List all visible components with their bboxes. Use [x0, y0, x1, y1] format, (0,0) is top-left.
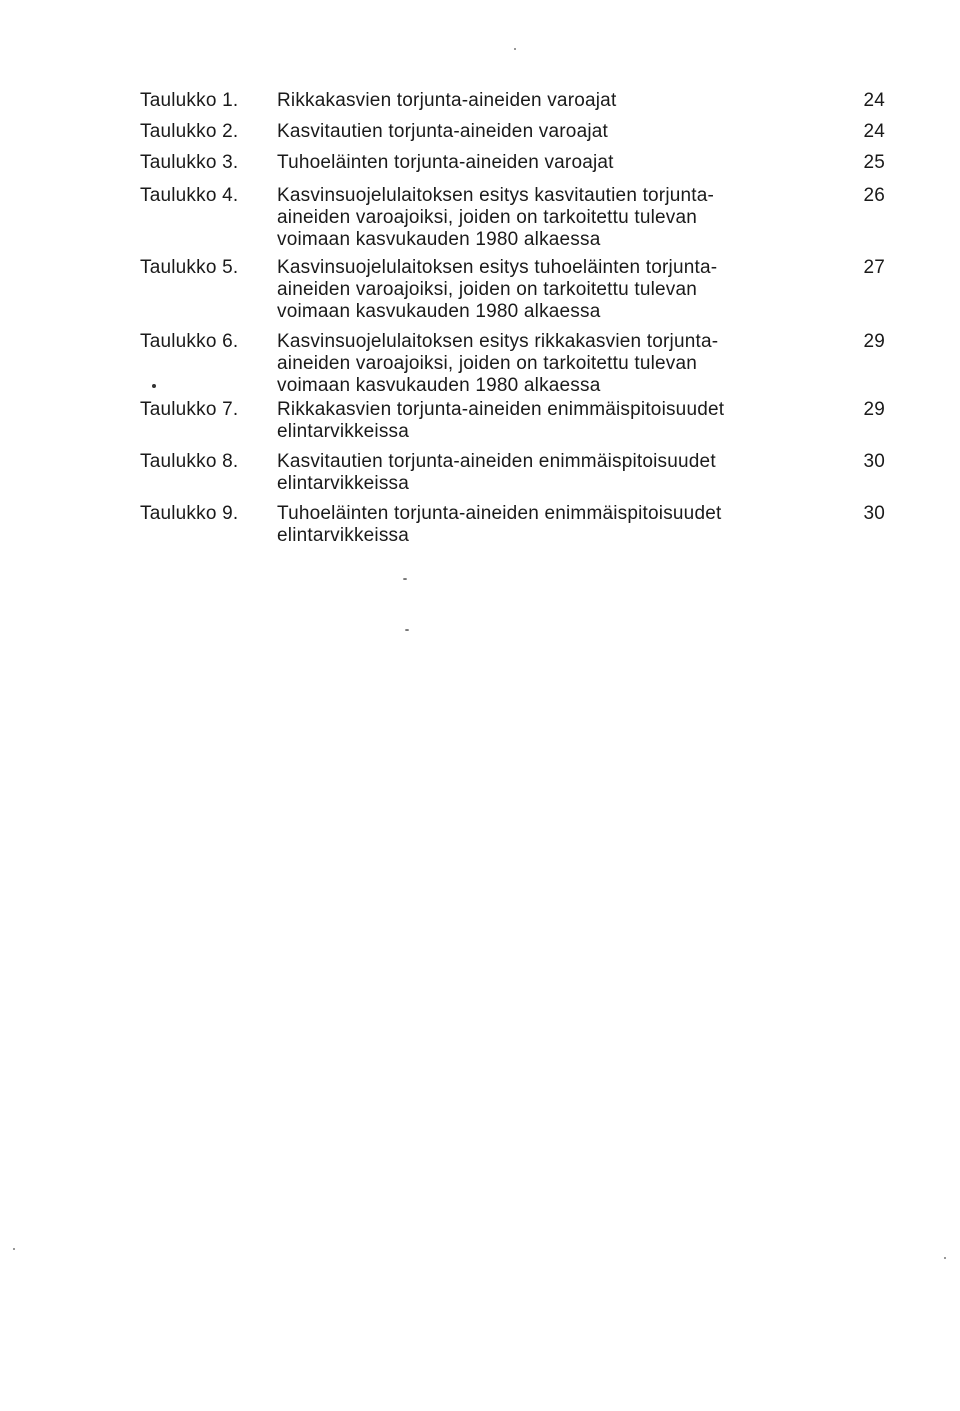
page-number: 25 — [863, 152, 885, 173]
table-title-line: aineiden varoajoiksi, joiden on tarkoitettu tulevan — [277, 207, 698, 228]
table-label: Taulukko 2. — [140, 121, 239, 142]
page-number: 30 — [863, 451, 885, 472]
table-title-line: voimaan kasvukauden 1980 alkaessa — [277, 375, 601, 396]
scan-speck — [514, 48, 516, 50]
scan-speck — [152, 384, 156, 388]
table-title-line: Kasvinsuojelulaitoksen esitys rikkakasvien torjunta- — [277, 331, 719, 352]
table-label: Taulukko 4. — [140, 185, 239, 206]
table-title-line: Rikkakasvien torjunta-aineiden enimmäispitoisuudet — [277, 399, 725, 420]
table-title-line: Kasvitautien torjunta-aineiden varoajat — [277, 121, 609, 142]
table-title-line: Tuhoeläinten torjunta-aineiden varoajat — [277, 152, 614, 173]
table-title — [277, 90, 827, 112]
table-title — [277, 399, 827, 443]
scan-speck — [13, 1248, 15, 1250]
table-title-line: aineiden varoajoiksi, joiden on tarkoitettu tulevan — [277, 353, 698, 374]
table-title — [277, 503, 827, 547]
table-label: Taulukko 5. — [140, 257, 239, 278]
page-number: 29 — [863, 399, 885, 420]
table-title-line: Kasvitautien torjunta-aineiden enimmäispitoisuudet — [277, 451, 716, 472]
table-title-line: elintarvikkeissa — [277, 525, 410, 546]
table-title-line: Kasvinsuojelulaitoksen esitys kasvitautien torjunta- — [277, 185, 715, 206]
page-number: 29 — [863, 331, 885, 352]
table-title-line: elintarvikkeissa — [277, 473, 410, 494]
table-label: Taulukko 9. — [140, 503, 239, 524]
table-label: Taulukko 8. — [140, 451, 239, 472]
page-number: 24 — [863, 90, 885, 111]
scan-speck — [405, 629, 409, 631]
table-title — [277, 331, 827, 397]
page-number: 27 — [863, 257, 885, 278]
page-number: 30 — [863, 503, 885, 524]
table-label: Taulukko 7. — [140, 399, 239, 420]
scan-speck — [944, 1257, 946, 1259]
table-title — [277, 257, 827, 323]
page-number: 26 — [863, 185, 885, 206]
table-title — [277, 121, 827, 143]
table-title-line: voimaan kasvukauden 1980 alkaessa — [277, 301, 601, 322]
table-label: Taulukko 6. — [140, 331, 239, 352]
table-title-line: voimaan kasvukauden 1980 alkaessa — [277, 229, 601, 250]
table-title-line: elintarvikkeissa — [277, 421, 410, 442]
table-title-line: aineiden varoajoiksi, joiden on tarkoitettu tulevan — [277, 279, 698, 300]
table-title-line: Rikkakasvien torjunta-aineiden varoajat — [277, 90, 617, 111]
table-title — [277, 152, 827, 174]
table-label: Taulukko 3. — [140, 152, 239, 173]
table-title-line: Kasvinsuojelulaitoksen esitys tuhoeläinten torjunta- — [277, 257, 718, 278]
table-title — [277, 185, 827, 251]
table-label: Taulukko 1. — [140, 90, 239, 111]
table-title-line: Tuhoeläinten torjunta-aineiden enimmäispitoisuudet — [277, 503, 722, 524]
table-title — [277, 451, 827, 495]
scan-speck — [403, 578, 407, 580]
page-number: 24 — [863, 121, 885, 142]
